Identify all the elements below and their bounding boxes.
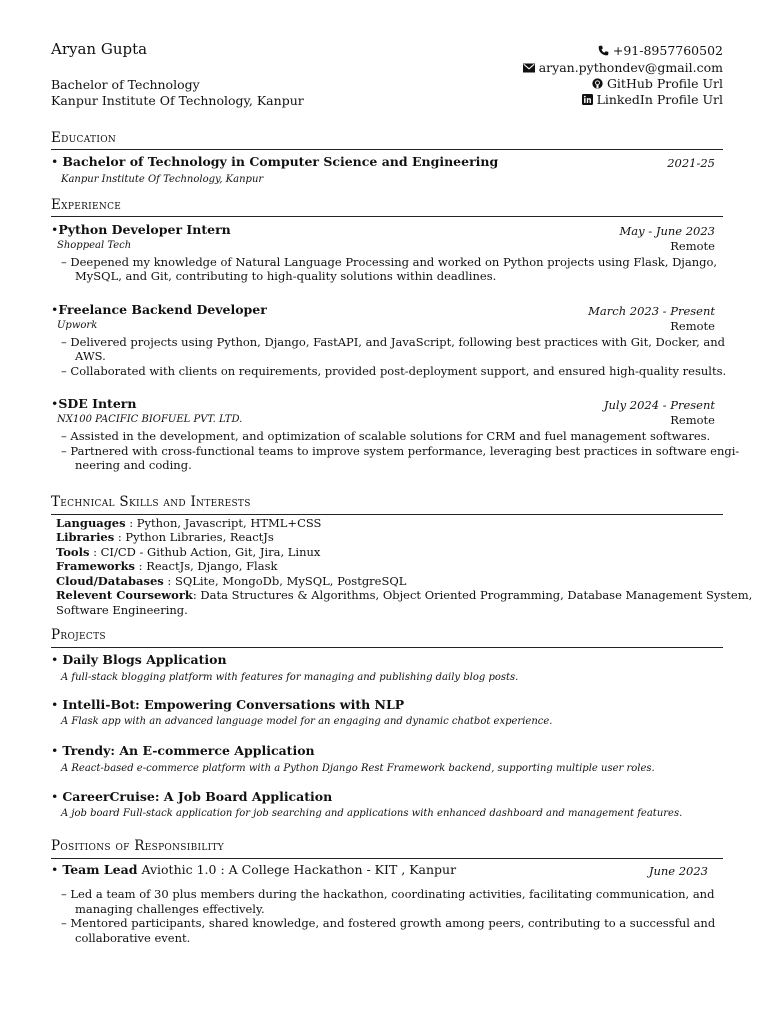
bullet: • [51,789,59,804]
skills-label: Relevent Coursework [56,588,193,602]
skills-sep: : [89,545,101,559]
skills-value: SQLite, MongoDb, MySQL, PostgreSQL [174,574,407,588]
education-heading: Education [51,130,117,146]
bullet: • [51,697,59,712]
skills-label: Libraries [56,530,115,544]
skills-row [56,588,752,602]
experience-bullet [61,429,710,443]
phone-text: +91-8957760502 [612,43,723,58]
skills-value: Python Libraries, ReactJs [125,530,274,544]
resume-name: Aryan Gupta [51,40,148,58]
experience-bullet [61,444,739,458]
experience-bullet [61,335,725,349]
skills-label: Languages [56,516,126,530]
skills-row [56,530,274,544]
experience-location: Remote [670,413,715,427]
experience-role-text: SDE Intern [58,396,137,411]
dash: – [61,255,67,269]
experience-item-role [51,222,231,237]
envelope-icon [523,61,535,76]
skills-row [56,545,320,559]
experience-bullet-cont: neering and coding. [75,458,192,472]
skills-label: Frameworks [56,559,136,573]
skills-value: Python, Javascript, HTML+CSS [136,516,322,530]
header-degree: Bachelor of Technology [51,77,200,92]
experience-heading: Experience [51,197,122,213]
project-desc: A job board Full-stack application for job searching and applications with enhanced dashboard and management features. [61,808,683,819]
experience-bullet-text: Deepened my knowledge of Natural Language Processing and worked on Python projects using Flask, Django, [70,255,718,269]
contact-github[interactable] [592,76,723,92]
education-degree [51,154,498,169]
skills-divider [51,514,723,515]
position-date: June 2023 [648,864,708,878]
experience-location: Remote [670,239,715,253]
email-text: aryan.pythondev@gmail.com [538,60,723,75]
dash: – [61,429,67,443]
experience-bullet-cont: AWS. [75,349,106,363]
skills-heading: Technical Skills and Interests [51,494,251,510]
skills-sep: : [192,588,201,602]
position-bullet-cont: managing challenges effectively. [75,902,265,916]
experience-bullet-text: Assisted in the development, and optimization of scalable solutions for CRM and fuel management softwares. [70,429,711,443]
experience-dates: March 2023 - Present [588,304,715,318]
skills-sep: : [163,574,175,588]
bullet: • [51,652,59,667]
bullet: • [51,154,59,169]
experience-bullet-text: Delivered projects using Python, Django, FastAPI, and JavaScript, following best practices with Git, Docker, and [70,335,726,349]
position-bullet [61,916,715,930]
dash: – [61,916,67,930]
linkedin-icon [582,93,593,108]
bullet: • [51,222,59,237]
experience-location: Remote [670,319,715,333]
position-bullet-text: Led a team of 30 plus members during the hackathon, coordinating activities, facilitating communication, and [70,887,715,901]
experience-bullet [61,255,717,269]
education-years: 2021-25 [667,156,715,170]
skills-value: CI/CD - Github Action, Git, Jira, Linux [100,545,321,559]
github-icon [592,77,603,92]
experience-dates: July 2024 - Present [603,398,715,412]
project-title-text: Trendy: An E-commerce Application [62,743,315,758]
projects-heading: Projects [51,627,106,643]
bullet: • [51,396,59,411]
positions-divider [51,858,723,859]
dash: – [61,335,67,349]
dash: – [61,364,67,378]
contact-phone[interactable] [598,43,723,59]
skills-value: ReactJs, Django, Flask [146,559,278,573]
project-title [51,743,315,758]
skills-row [56,574,406,588]
projects-divider [51,647,723,648]
positions-heading: Positions of Responsibility [51,838,225,854]
project-desc: A React-based e-commerce platform with a Python Django Rest Framework backend, supporting multiple user roles. [61,763,655,774]
skills-sep: : [135,559,147,573]
skills-value: Data Structures & Algorithms, Object Oriented Programming, Database Management System, [200,588,753,602]
position-bullet-cont: collaborative event. [75,931,191,945]
experience-bullet [61,364,726,378]
position-role: Team Lead [62,862,138,877]
project-title-text: Intelli-Bot: Empowering Conversations with NLP [62,697,405,712]
skills-coursework-cont: Software Engineering. [56,603,188,617]
education-degree-text: Bachelor of Technology in Computer Science and Engineering [62,154,499,169]
education-institute: Kanpur Institute Of Technology, Kanpur [61,174,264,185]
position-bullet-text: Mentored participants, shared knowledge, and fostered growth among peers, contributing to a successful and [70,916,716,930]
experience-item-role [51,396,136,411]
experience-role-text: Freelance Backend Developer [58,302,267,317]
skills-row [56,516,321,530]
project-title [51,789,332,804]
experience-company: NX100 PACIFIC BIOFUEL PVT. LTD. [57,414,243,425]
skills-sep: : [125,516,137,530]
bullet: • [51,743,59,758]
skills-row [56,559,277,573]
contact-linkedin[interactable] [582,92,723,108]
project-title [51,652,227,667]
experience-item-role [51,302,267,317]
bullet: • [51,862,59,877]
experience-company: Upwork [57,320,98,331]
position-title [51,862,456,877]
experience-bullet-text: Collaborated with clients on requirements, provided post-deployment support, and ensured high-quality results. [70,364,727,378]
linkedin-text: LinkedIn Profile Url [596,92,723,107]
header-institute: Kanpur Institute Of Technology, Kanpur [51,93,304,108]
project-title-text: Daily Blogs Application [62,652,227,667]
project-desc: A Flask app with an advanced language model for an engaging and dynamic chatbot experience. [61,716,553,727]
project-desc: A full-stack blogging platform with features for managing and publishing daily blog posts. [61,672,519,683]
skills-label: Tools [56,545,90,559]
project-title [51,697,404,712]
bullet: • [51,302,59,317]
position-event: Aviothic 1.0 : A College Hackathon - KIT , Kanpur [141,862,457,877]
skills-label: Cloud/Databases [56,574,164,588]
experience-divider [51,216,723,217]
github-text: GitHub Profile Url [606,76,723,91]
position-bullet [61,887,714,901]
project-title-text: CareerCruise: A Job Board Application [62,789,333,804]
contact-email[interactable] [523,60,723,76]
dash: – [61,444,67,458]
experience-dates: May - June 2023 [619,224,715,238]
phone-icon [598,44,609,59]
skills-sep: : [114,530,126,544]
experience-bullet-cont: MySQL, and Git, contributing to high-quality solutions within deadlines. [75,269,497,283]
experience-company: Shoppeal Tech [57,240,132,251]
experience-role-text: Python Developer Intern [58,222,231,237]
experience-bullet-text: Partnered with cross-functional teams to improve system performance, leveraging best practices in software engi- [70,444,740,458]
dash: – [61,887,67,901]
education-divider [51,149,723,150]
